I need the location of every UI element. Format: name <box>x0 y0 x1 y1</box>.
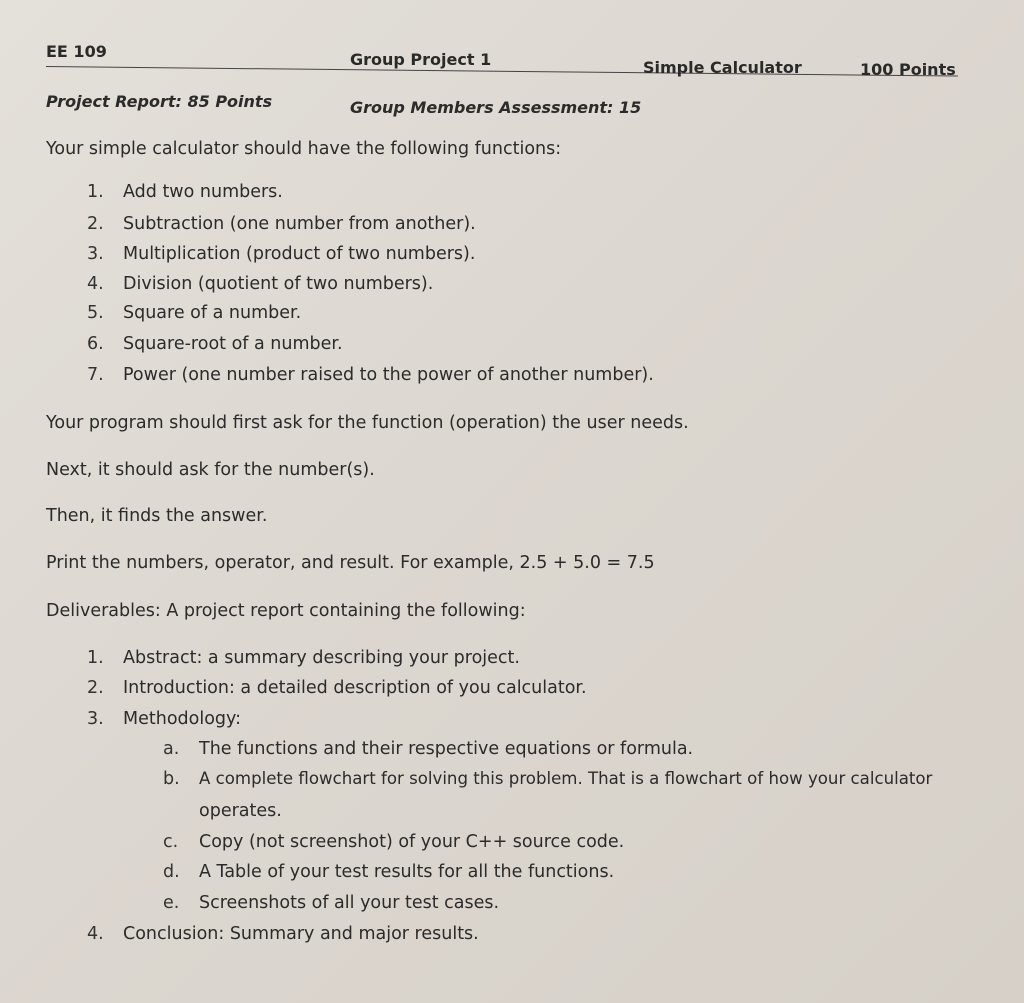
instruction-line: Next, it should ask for the number(s). <box>46 460 375 480</box>
project-title: Simple Calculator <box>643 58 802 77</box>
sublist-letter: e. <box>163 893 180 913</box>
instruction-line: Then, it finds the answer. <box>46 506 268 526</box>
list-text: Square of a number. <box>123 303 302 323</box>
list-text: Division (quotient of two numbers). <box>123 274 434 294</box>
list-number: 2. <box>87 214 104 234</box>
header-row <box>46 40 958 79</box>
sublist-letter: a. <box>163 739 180 759</box>
list-text: Introduction: a detailed description of you calculator. <box>123 678 587 698</box>
list-number: 4. <box>87 924 104 944</box>
list-number: 3. <box>87 244 104 264</box>
project-name: Group Project 1 <box>350 50 492 69</box>
list-number: 6. <box>87 334 104 354</box>
sublist-text: Copy (not screenshot) of your C++ source code. <box>199 832 625 852</box>
list-text: Square-root of a number. <box>123 334 343 354</box>
instruction-line: Your program should first ask for the function (operation) the user needs. <box>46 413 689 433</box>
deliverables-intro: Deliverables: A project report containing the following: <box>46 601 526 621</box>
sublist-text: operates. <box>199 801 282 821</box>
list-number: 4. <box>87 274 104 294</box>
list-number: 1. <box>87 182 104 202</box>
list-number: 2. <box>87 678 104 698</box>
sublist-letter: c. <box>163 832 179 852</box>
example-line: Print the numbers, operator, and result. For example, 2.5 + 5.0 = 7.5 <box>46 553 655 573</box>
list-number: 1. <box>87 648 104 668</box>
list-number: 7. <box>87 365 104 385</box>
sublist-letter: b. <box>163 769 180 789</box>
list-text: Conclusion: Summary and major results. <box>123 924 479 944</box>
sublist-letter: d. <box>163 862 180 882</box>
list-number: 5. <box>87 303 104 323</box>
functions-intro: Your simple calculator should have the following functions: <box>46 139 562 159</box>
sublist-text: A complete flowchart for solving this problem. That is a flowchart of how your calculator <box>199 769 933 788</box>
sublist-text: A Table of your test results for all the functions. <box>199 862 615 882</box>
header-underline <box>46 66 958 77</box>
list-text: Subtraction (one number from another). <box>123 214 476 234</box>
sublist-text: The functions and their respective equations or formula. <box>199 739 694 759</box>
course-code: EE 109 <box>46 42 107 61</box>
list-text: Abstract: a summary describing your project. <box>123 648 520 668</box>
sublist-text: Screenshots of all your test cases. <box>199 893 500 913</box>
list-number: 3. <box>87 709 104 729</box>
list-text: Multiplication (product of two numbers). <box>123 244 476 264</box>
report-points: Project Report: 85 Points <box>46 92 273 111</box>
points-breakdown <box>46 92 746 118</box>
total-points: 100 Points <box>860 60 956 79</box>
list-text: Add two numbers. <box>123 182 283 202</box>
members-assessment: Group Members Assessment: 15 <box>350 98 642 117</box>
list-text: Methodology: <box>123 709 241 729</box>
list-text: Power (one number raised to the power of another number). <box>123 365 654 385</box>
